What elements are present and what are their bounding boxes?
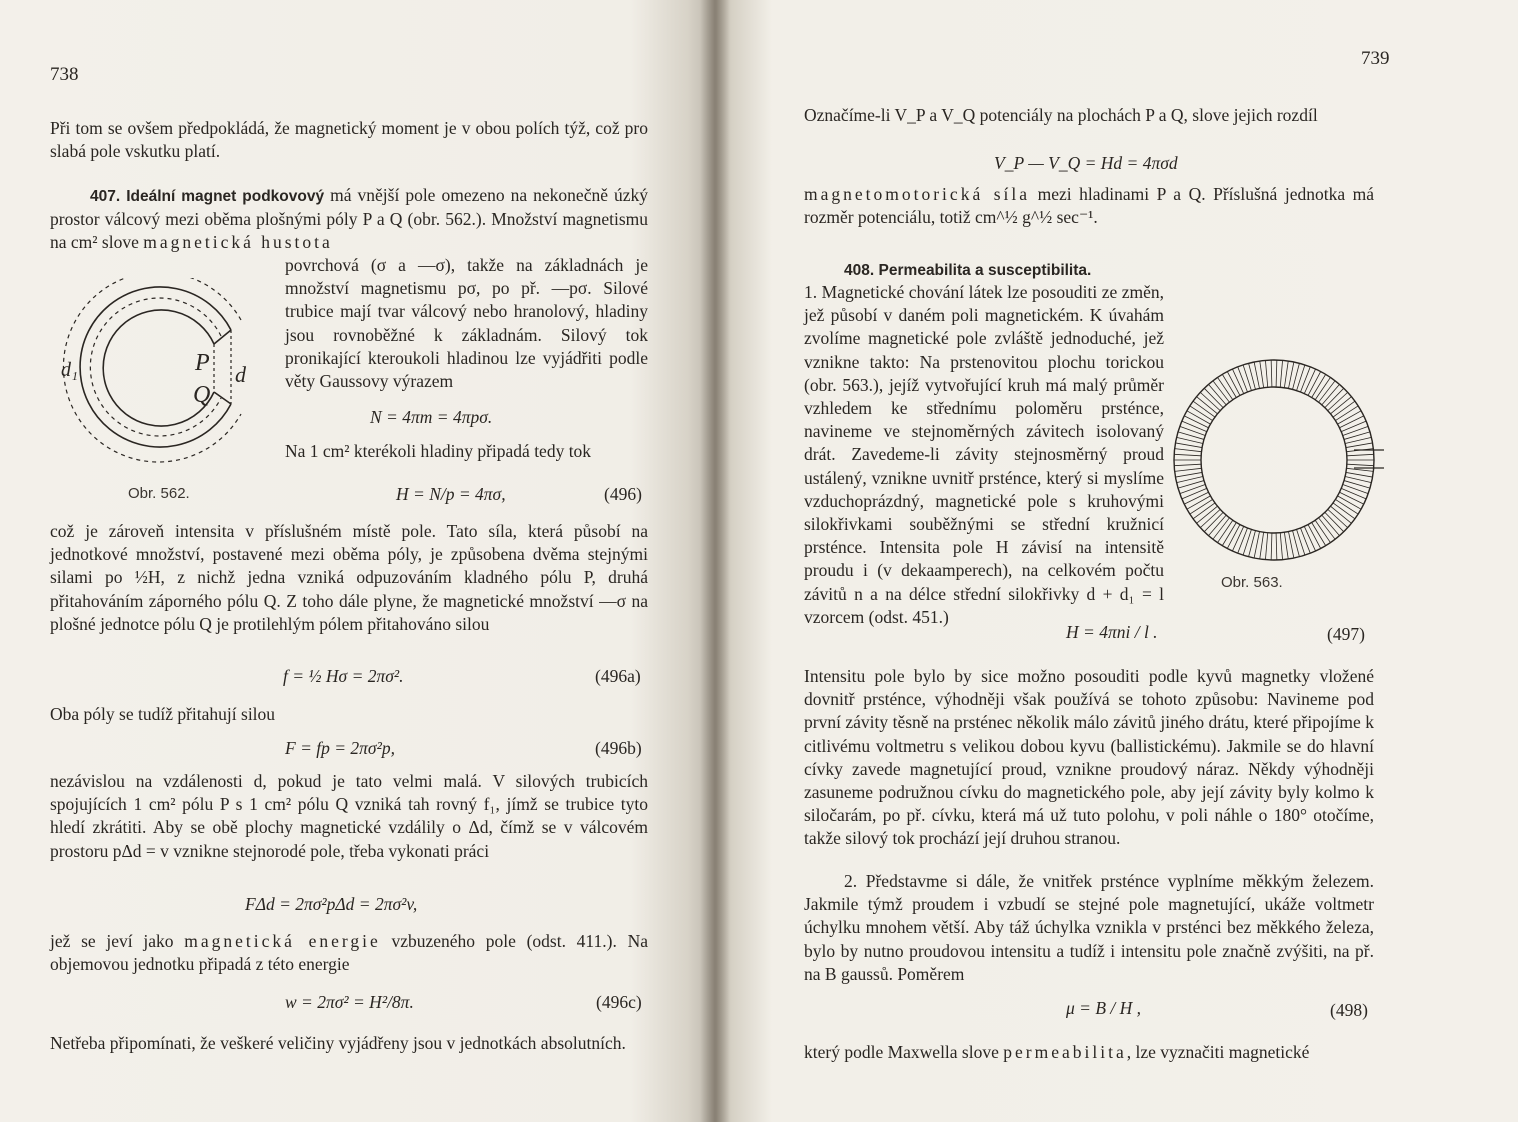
winding-line <box>1347 468 1374 471</box>
winding-line <box>1180 426 1205 435</box>
figure-label-d: d <box>235 362 246 387</box>
right-page <box>716 0 1518 1122</box>
paragraph: nezávislou na vzdálenosti d, pokud je tato velmi malá. V silových trubicích spojujících 1 cm² pólu P s 1 cm² pólu Q vzniká tah rovný f₁, jímž se trubice tyto hledí zkrátiti. Aby se obě plochy magnetické vzdálily o Δd, čímž se v válcovém prostoru pΔd = v vznikne stejnorodé pole, třeba vykonati práci <box>50 771 648 861</box>
winding-line <box>1175 468 1202 471</box>
equation-496: H = N/p = 4πσ, <box>396 484 506 504</box>
winding-line <box>1343 485 1368 494</box>
winding-line <box>1254 362 1259 388</box>
winding-line <box>1347 464 1374 466</box>
equation-497: H = 4πni / l . <box>1066 622 1158 642</box>
winding-line <box>1174 454 1201 456</box>
winding-line <box>1340 416 1364 428</box>
figure-caption: Obr. 563. <box>1221 574 1283 591</box>
winding-line <box>1227 372 1240 396</box>
winding-line <box>1175 443 1202 448</box>
term: magnetomotorická síla <box>804 184 1031 204</box>
paragraph: 1. Magnetické chování látek lze posouditi ze změn, jež působí v daném poli magnetickém. K úvahám zvolíme magnetické pole zvláště jednoduché, jež vznikne takto: Na prstenovitou plochu torickou (obr. 563.), jejíž vytvořující kruh má malý průměr vzhledem ke střednímu poloměru prsténce, navineme ve stejnoměrných závitech isolovaný drát. Zavedeme-li závity stejnosměrný proud ustálený, vznikne uvnitř prsténce, který si myslíme vzduchoprázdný, magnetické pole s kruhovými silokřivkami souběžnými se střední kružnicí prsténce. Intensita pole H závisí na intensitě proudu i (v dekaamperech), na celkovém počtu závitů n a na délce střední silokřivky d + d₁ = l vzorcem (odst. 451.) <box>804 282 1164 627</box>
winding-line <box>1346 443 1373 448</box>
section-407: 407. Ideální magnet podkovový má vnější pole omezeno na nekonečně úzký prostor válcový mezi oběma plošnými póly P a Q (obr. 562.). Množství magnetismu na cm² slove magnetická hustota <box>50 185 649 253</box>
book-gutter <box>700 0 730 1122</box>
equation-work: FΔd = 2πσ²pΔd = 2πσ²v, <box>245 894 418 914</box>
equation-N: N = 4πm = 4πpσ. <box>370 407 493 427</box>
paragraph: povrchová (σ a —σ), takže na základnách je množství magnetismu pσ, po př. —pσ. Silové trubice mají tvar válcový nebo hranolový, hladiny jsou rovnoběžné k základnám. Silový tok pronikající kteroukoli hladinou lze vyjádřiti podle věty Gaussovy výrazem <box>285 255 648 392</box>
equation-498: μ = B / H , <box>1066 998 1142 1018</box>
winding-line <box>1184 416 1208 428</box>
winding-line <box>1308 372 1321 396</box>
winding-line <box>1187 411 1211 424</box>
winding-line <box>1265 360 1267 387</box>
winding-line <box>1284 532 1288 559</box>
term: magnetická energie <box>184 931 381 951</box>
winding-line <box>1340 492 1364 504</box>
section-title: Permeabilita a susceptibilita. <box>878 262 1092 279</box>
paragraph: Netřeba připomínati, že veškeré veličiny vyjádřeny jsou v jednotkách absolutních. <box>50 1033 626 1053</box>
figure-label-P: P <box>195 350 210 376</box>
winding-line <box>1254 532 1259 558</box>
winding-line <box>1300 367 1310 392</box>
paragraph: magnetomotorická síla mezi hladinami P a Q. Příslušná jednotka má rozměr potenciálu, totiž cm^½ g^½ sec⁻¹. <box>804 184 1375 228</box>
winding-line <box>1260 532 1264 559</box>
figure-562 <box>55 278 280 478</box>
paragraph: Oba póly se tudíž přitahují silou <box>50 704 276 724</box>
paragraph: jež se jeví jako magnetická energie vzbuzeného pole (odst. 411.). Na objemovou jednotku připadá z této energie <box>50 931 648 975</box>
winding-line <box>1288 362 1293 388</box>
winding-line <box>1184 492 1208 504</box>
winding-line <box>1232 369 1243 394</box>
winding-line <box>1175 449 1202 452</box>
winding-line <box>1238 367 1248 392</box>
equation-number: (496) <box>604 484 642 504</box>
equation-number: (498) <box>1330 1000 1368 1020</box>
winding-line <box>1180 485 1205 494</box>
winding-line <box>1288 532 1293 558</box>
paragraph: Označíme-li V_P a V_Q potenciály na plochách P a Q, slove jejich rozdíl <box>804 105 1318 125</box>
winding-line <box>1174 464 1201 466</box>
winding-line <box>1300 528 1310 553</box>
winding-line <box>1232 526 1243 551</box>
figure-label-d1: d₁ <box>61 359 78 381</box>
equation-V: V_P — V_Q = Hd = 4πσd <box>994 153 1178 173</box>
winding-line <box>1284 361 1288 388</box>
page-number: 738 <box>50 64 79 85</box>
section-title: Ideální magnet podkovový <box>126 188 325 205</box>
winding-line <box>1347 454 1374 456</box>
winding-line <box>1343 426 1368 435</box>
winding-line <box>1271 533 1272 560</box>
winding-line <box>1182 488 1207 499</box>
paragraph: Na 1 cm² kterékoli hladiny připadá tedy tok <box>285 441 592 461</box>
winding-line <box>1260 361 1264 388</box>
figure-caption: Obr. 562. <box>128 485 190 502</box>
equation-number: (496a) <box>595 666 641 686</box>
paragraph: 2. Představme si dále, že vnitřek prsténce vyplníme měkkým železem. Jakmile týmž proudem i vzbudí se stejné pole magnetující, ukáže voltmetr úchylku mnohem větší. Aby táž úchylka vznikla v prsténci bez měkkého železa, bylo by nutno proudovou intensitu a tudíž i intensitu pole značně zvýšiti, na př. na B gaussů. Poměrem <box>804 871 1374 984</box>
equation-496c: w = 2πσ² = H²/8π. <box>285 992 414 1012</box>
section-number: 407. <box>90 188 121 205</box>
left-page <box>0 0 716 1122</box>
winding-line <box>1338 411 1362 424</box>
winding-line <box>1308 525 1321 549</box>
winding-line <box>1304 369 1315 394</box>
figure-563 <box>1164 350 1384 570</box>
winding-line <box>1280 533 1282 560</box>
winding-line <box>1304 526 1315 551</box>
winding-line <box>1338 496 1362 509</box>
winding-line <box>1187 496 1211 509</box>
term: magnetická hustota <box>143 232 333 253</box>
winding-line <box>1227 525 1240 549</box>
equation-number: (497) <box>1327 624 1365 644</box>
winding-line <box>1276 360 1277 387</box>
winding-line <box>1341 421 1366 432</box>
paragraph: což je zároveň intensita v příslušném místě pole. Tato síla, která působí na jednotkové množství, postavené mezi oběma póly, je způsobena dvěma stejnými silami po ½H, z nichž jedna vzniká odpuzováním kladného pólu P, druhá přitahováním záporného pólu Q. Z toho dále plyne, že magnetické množství —σ na plošné jednotce pólu Q je protilehlým pólem přitahováno silou <box>50 521 648 634</box>
page-number: 739 <box>1361 48 1390 69</box>
paragraph: Při tom se ovšem předpokládá, že magnetický moment je v obou polích týž, což pro slabá pole vskutku platí. <box>50 118 648 162</box>
winding-line <box>1265 533 1267 560</box>
section-number: 408. <box>844 262 875 279</box>
figure-label-Q: Q <box>193 382 211 408</box>
winding-line <box>1346 472 1373 477</box>
winding-line <box>1276 533 1277 560</box>
paragraph: který podle Maxwella slove permeabilita, lze vyznačiti magnetické <box>804 1042 1310 1062</box>
winding-line <box>1280 360 1282 387</box>
section-408 <box>804 258 1374 282</box>
equation-496b: F = fp = 2πσ²p, <box>285 738 395 758</box>
term: permeabilita <box>1003 1042 1127 1062</box>
equation-number: (496c) <box>596 992 642 1012</box>
winding-line <box>1341 488 1366 499</box>
winding-line <box>1238 528 1248 553</box>
winding-line <box>1182 421 1207 432</box>
equation-number: (496b) <box>595 738 642 758</box>
winding-line <box>1175 472 1202 477</box>
winding-line <box>1271 360 1272 387</box>
equation-496a: f = ½ Hσ = 2πσ². <box>283 666 404 686</box>
paragraph: Intensitu pole bylo by sice možno posouditi podle kyvů magnetky vložené dovnitř prsténce, výhodněji však používá se tohoto způsobu: Navineme pod první závity těsně na prsténec několik málo závitů jiného drátu, které připojíme k citlivému voltmetru s velikou dobou kyvu (ballistickému). Jakmile se do hlavní cívky zavede magnetující proud, vznikne proudový náraz. Někdy výhodněji zasuneme podružnou cívku do magnetického pole, aby její závity byly kolmo k siločarám, po př. cívku, která má už tuto polohu, v poli náhle o 180° otočíme, takže silový tok prochází její druhou stranou. <box>804 666 1374 849</box>
